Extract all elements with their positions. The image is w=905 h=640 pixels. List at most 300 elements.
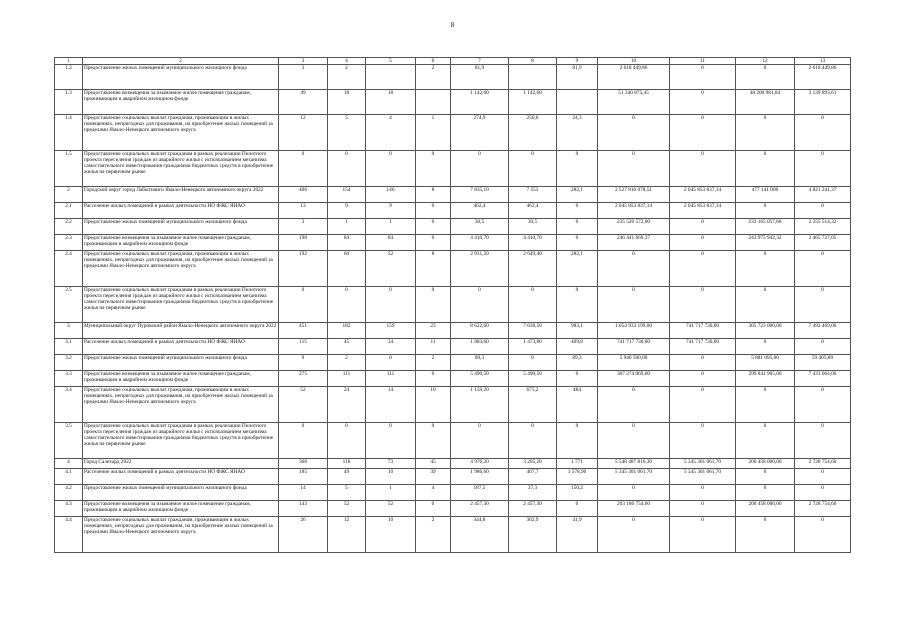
table-row (55, 501, 851, 517)
value-cell: 48 200 981,84 (736, 90, 795, 115)
description-cell: Предоставление социальных выплат гражданам, проживающим в жилых помещениях, непригодных для проживания, на приобретение жилых помещений за пределами Ямало-Ненецкого автономного округа (83, 387, 279, 423)
value-cell: 233 165 057,68 (736, 219, 795, 235)
value-cell: 0 (557, 235, 598, 251)
value-cell: 52 (279, 387, 328, 423)
value-cell: 2 045 853 837,14 (598, 203, 670, 219)
value-cell: 0 (598, 423, 670, 459)
value-cell: 12 (328, 517, 366, 553)
value-cell: 462,4 (451, 203, 509, 219)
row-number-cell: 4.1 (55, 469, 83, 485)
value-cell: 0 (598, 151, 670, 187)
value-cell: 84 (328, 235, 366, 251)
row-number-cell: 2 (55, 187, 83, 203)
value-cell: 0 (736, 339, 795, 355)
table-row (55, 355, 851, 371)
table-row (55, 469, 851, 485)
value-cell: 182 (328, 323, 366, 339)
row-number-cell: 1.5 (55, 151, 83, 187)
table-row (55, 459, 851, 469)
row-number-cell: 3.3 (55, 371, 83, 387)
value-cell: 0 (795, 423, 851, 459)
value-cell: 0 (598, 251, 670, 287)
value-cell: 0 (598, 517, 670, 553)
value-cell: 0 (598, 115, 670, 151)
value-cell: 0 (670, 387, 736, 423)
row-number-cell: 3.4 (55, 387, 83, 423)
value-cell: 0 (509, 151, 557, 187)
value-cell: 0 (509, 287, 557, 323)
value-cell: 675,2 (509, 387, 557, 423)
value-cell: 2 (416, 355, 451, 371)
table-row (55, 323, 851, 339)
value-cell: 84 (366, 235, 416, 251)
value-cell: 409,8 (557, 339, 598, 355)
value-cell: 5 940 500,00 (598, 355, 670, 371)
value-cell: 45 (328, 339, 366, 355)
value-cell: 0 (670, 485, 736, 501)
value-cell: 2 045 853 837,14 (670, 187, 736, 203)
value-cell: 2 465 727,05 (795, 235, 851, 251)
value-cell: 60 (328, 251, 366, 287)
value-cell: 2 457,30 (509, 501, 557, 517)
value-cell: 0 (451, 151, 509, 187)
value-cell: 24 (328, 387, 366, 423)
value-cell: 9 (366, 203, 416, 219)
table-row (55, 65, 851, 90)
value-cell (416, 90, 451, 115)
row-number-cell: 2.5 (55, 287, 83, 323)
value-cell: 73 (366, 459, 416, 469)
value-cell: 1 883,60 (451, 339, 509, 355)
value-cell: 1 473,80 (509, 339, 557, 355)
table-row (55, 371, 851, 387)
value-cell: 118 (328, 459, 366, 469)
row-number-cell: 2.3 (55, 235, 83, 251)
column-header: 7 (451, 58, 509, 65)
value-cell: 8 (416, 187, 451, 203)
value-cell: 0 (366, 151, 416, 187)
table-row (55, 235, 851, 251)
value-cell: 0 (670, 251, 736, 287)
value-cell: 23 (416, 323, 451, 339)
value-cell: 4 821 241,37 (795, 187, 851, 203)
value-cell: 1 142,60 (509, 90, 557, 115)
value-cell: 3 205,20 (509, 459, 557, 469)
value-cell: 2 355 514,32 (795, 219, 851, 235)
value-cell: 0 (557, 371, 598, 387)
value-cell: 89,3 (451, 355, 509, 371)
value-cell: 0 (598, 485, 670, 501)
value-cell: 0 (416, 423, 451, 459)
value-cell: 0 (279, 287, 328, 323)
column-header: 11 (670, 58, 736, 65)
value-cell: 0 (451, 287, 509, 323)
table-row (55, 115, 851, 151)
value-cell: 5 345 301 061,70 (670, 459, 736, 469)
value-cell: 0 (736, 203, 795, 219)
description-cell: Предоставление социальных выплат гражданам в рамках реализации Пилотного проекта переселения граждан из аварийного жилья с использованием механизма самостоятельного инвестирования гражданами бюджетных средств в приобретение жилья на первичном рынке (83, 287, 279, 323)
value-cell: 243 975 942,32 (736, 235, 795, 251)
value-cell: 250,6 (509, 115, 557, 151)
row-number-cell: 2.2 (55, 219, 83, 235)
value-cell: 0 (451, 423, 509, 459)
value-cell: 143 (279, 501, 328, 517)
column-header: 2 (83, 58, 279, 65)
value-cell: 154 (328, 187, 366, 203)
value-cell: 0 (795, 151, 851, 187)
value-cell: 0 (557, 151, 598, 187)
value-cell: 24,3 (557, 115, 598, 151)
value-cell: 13 (279, 203, 328, 219)
value-cell: 0 (598, 287, 670, 323)
value-cell: 200 458 000,00 (736, 501, 795, 517)
row-number-cell: 4.2 (55, 485, 83, 501)
value-cell: 0 (795, 485, 851, 501)
value-cell: 0 (736, 469, 795, 485)
value-cell: 2 728 754,60 (795, 459, 851, 469)
value-cell: 983,1 (557, 323, 598, 339)
header-row (55, 58, 851, 65)
table-row (55, 287, 851, 323)
row-number-cell: 1.4 (55, 115, 83, 151)
value-cell: 30,5 (451, 219, 509, 235)
value-cell: 0 (416, 219, 451, 235)
value-cell: 0 (736, 387, 795, 423)
value-cell: 12 (279, 115, 328, 151)
value-cell: 0 (670, 235, 736, 251)
value-cell: 37,3 (509, 485, 557, 501)
value-cell: 0 (328, 151, 366, 187)
value-cell: 0 (328, 287, 366, 323)
value-cell: 0 (795, 469, 851, 485)
value-cell: 0 (795, 251, 851, 287)
value-cell: 0 (670, 151, 736, 187)
description-cell: Расселение жилых помещений в рамках деятельности НО ФЖС ЯНАО (83, 339, 279, 355)
value-cell: 0 (279, 151, 328, 187)
value-cell: 0 (557, 203, 598, 219)
value-cell: 246 441 669,37 (598, 235, 670, 251)
table-row (55, 151, 851, 187)
value-cell: 477 141 000 (736, 187, 795, 203)
description-cell: Предоставление жилых помещений муниципального жилищного фонда (83, 65, 279, 90)
value-cell: 26 (279, 517, 328, 553)
row-number-cell: 2.1 (55, 203, 83, 219)
value-cell: 0 (366, 287, 416, 323)
value-cell: 185 (279, 469, 328, 485)
value-cell: 4 410,70 (509, 235, 557, 251)
value-cell: 1 578,90 (557, 469, 598, 485)
value-cell: 235 520 572,00 (598, 219, 670, 235)
value-cell: 5 548 487 816,30 (598, 459, 670, 469)
value-cell: 3 (279, 219, 328, 235)
value-cell: 2 (328, 355, 366, 371)
description-cell: Предоставление социальных выплат гражданам, проживающим в жилых помещениях, непригодных для проживания, на приобретение жилых помещений за пределами Ямало-Ненецкого автономного округа (83, 251, 279, 287)
description-cell: Предоставление социальных выплат гражданам в рамках реализации Пилотного проекта переселения граждан из аварийного жилья с использованием механизма самостоятельного инвестирования гражданами бюджетных средств в приобретение жилья на первичном рынке (83, 151, 279, 187)
value-cell: 0 (416, 203, 451, 219)
column-header: 1 (55, 58, 83, 65)
value-cell: 0 (279, 423, 328, 459)
value-cell: 0 (736, 115, 795, 151)
row-number-cell: 3.1 (55, 339, 83, 355)
value-cell: 5 345 301 061,70 (598, 469, 670, 485)
value-cell: 0 (670, 423, 736, 459)
value-cell: 0 (557, 287, 598, 323)
value-cell: 0 (557, 423, 598, 459)
column-header: 12 (736, 58, 795, 65)
value-cell: 741 717 730,00 (670, 323, 736, 339)
column-header: 3 (279, 58, 328, 65)
value-cell: 282,1 (557, 251, 598, 287)
value-cell: 187,5 (451, 485, 509, 501)
value-cell: 2 (328, 65, 366, 90)
value-cell: 52 (366, 251, 416, 287)
value-cell: 0 (557, 501, 598, 517)
value-cell: 81,9 (451, 65, 509, 90)
value-cell: 9 (328, 203, 366, 219)
row-number-cell: 3 (55, 323, 83, 339)
value-cell: 0 (795, 287, 851, 323)
value-cell: 282,1 (557, 187, 598, 203)
value-cell: 7 492 469,00 (795, 323, 851, 339)
value-cell: 18 (366, 90, 416, 115)
value-cell: 0 (736, 65, 795, 90)
value-cell: 0 (670, 355, 736, 371)
row-number-cell: 3.2 (55, 355, 83, 371)
value-cell: 0 (795, 517, 851, 553)
value-cell: 0 (416, 235, 451, 251)
value-cell: 0 (509, 355, 557, 371)
value-cell: 10 (366, 517, 416, 553)
value-cell: 0 (736, 251, 795, 287)
description-cell: Предоставление социальных выплат гражданам в рамках реализации Пилотного проекта переселения граждан из аварийного жилья с использованием механизма самостоятельного инвестирования гражданами бюджетных средств в приобретение жилья на первичном рынке (83, 423, 279, 459)
row-number-cell: 4.3 (55, 501, 83, 517)
description-cell: Предоставление возмещения за изымаемое жилое помещение гражданам, проживающим в аварийном жилищном фонде (83, 235, 279, 251)
value-cell: 7 835,10 (451, 187, 509, 203)
value-cell: 2 618 449,86 (598, 65, 670, 90)
value-cell: 2 728 754,60 (795, 501, 851, 517)
value-cell: 299 841 905,00 (736, 371, 795, 387)
value-cell: 200 458 000,00 (736, 459, 795, 469)
value-cell: 5 345 301 061,70 (670, 469, 736, 485)
value-cell: 462,4 (509, 203, 557, 219)
value-cell: 5 881 095,00 (736, 355, 795, 371)
table-row (55, 423, 851, 459)
table-row (55, 251, 851, 287)
column-header: 10 (598, 58, 670, 65)
value-cell: 10 (366, 469, 416, 485)
value-cell: 4 410,70 (451, 235, 509, 251)
value-cell: 0 (416, 151, 451, 187)
description-cell: Предоставление возмещения за изымаемое жилое помещение гражданам, проживающим в аварийном жилищном фонде (83, 371, 279, 387)
value-cell: 274,9 (451, 115, 509, 151)
value-cell: 406 (279, 187, 328, 203)
value-cell: 39 (416, 469, 451, 485)
value-cell: 0 (670, 90, 736, 115)
value-cell: 1 054 933 199,00 (598, 323, 670, 339)
value-cell: 0 (416, 287, 451, 323)
value-cell: 18 (328, 90, 366, 115)
table-row (55, 187, 851, 203)
page-number: 8 (450, 21, 455, 29)
value-cell: 1 986,60 (451, 469, 509, 485)
value-cell: 146 (366, 187, 416, 203)
value-cell: 1 (416, 115, 451, 151)
value-cell: 0 (670, 65, 736, 90)
value-cell: 0 (670, 517, 736, 553)
value-cell: 0 (736, 517, 795, 553)
value-cell: 2 045 853 837,14 (670, 203, 736, 219)
value-cell: 368 (279, 459, 328, 469)
data-table (54, 57, 851, 553)
value-cell: 2 457,30 (451, 501, 509, 517)
value-cell: 30,5 (509, 219, 557, 235)
value-cell: 14 (366, 387, 416, 423)
description-cell: Предоставление возмещения за изымаемое жилое помещение гражданам, проживающим в аварийном жилищном фонде (83, 90, 279, 115)
value-cell: 59 405,00 (795, 355, 851, 371)
value-cell: 407,7 (509, 469, 557, 485)
value-cell: 0 (366, 355, 416, 371)
value-cell: 52 (366, 501, 416, 517)
value-cell: 0 (670, 219, 736, 235)
value-cell: 0 (328, 423, 366, 459)
value-cell: 484 (557, 387, 598, 423)
value-cell: 4 (366, 115, 416, 151)
value-cell: 2 (416, 517, 451, 553)
value-cell: 0 (670, 501, 736, 517)
value-cell: 0 (598, 387, 670, 423)
row-number-cell: 1.2 (55, 65, 83, 90)
value-cell: 0 (366, 423, 416, 459)
value-cell: 49 (279, 90, 328, 115)
value-cell: 5 490,50 (451, 371, 509, 387)
value-cell: 89,3 (557, 355, 598, 371)
description-cell: Предоставление социальных выплат гражданам, проживающим в жилых помещениях, непригодных для проживания, на приобретение жилых помещений за пределами Ямало-Ненецкого автономного округа (83, 517, 279, 553)
value-cell: 51 340 875,45 (598, 90, 670, 115)
table-row (55, 339, 851, 355)
column-header: 8 (509, 58, 557, 65)
value-cell: 7 433 064,00 (795, 371, 851, 387)
value-cell: 1 (366, 219, 416, 235)
value-cell: 52 (328, 501, 366, 517)
value-cell: 275 (279, 371, 328, 387)
value-cell: 8 622,60 (451, 323, 509, 339)
row-number-cell: 2.4 (55, 251, 83, 287)
value-cell: 203 186 754,60 (598, 501, 670, 517)
value-cell: 3 (279, 65, 328, 90)
table-row (55, 485, 851, 501)
row-number-cell: 1.3 (55, 90, 83, 115)
value-cell: 150,2 (557, 485, 598, 501)
value-cell: 45 (416, 459, 451, 469)
table-row (55, 203, 851, 219)
column-header: 4 (328, 58, 366, 65)
value-cell: 0 (670, 287, 736, 323)
row-number-cell: 4.4 (55, 517, 83, 553)
value-cell: 2 931,50 (451, 251, 509, 287)
value-cell: 2 (416, 65, 451, 90)
table-row (55, 387, 851, 423)
value-cell: 0 (795, 203, 851, 219)
value-cell (557, 90, 598, 115)
value-cell: 1 771 (557, 459, 598, 469)
value-cell: 11 (416, 339, 451, 355)
table-row (55, 517, 851, 553)
value-cell: 0 (736, 287, 795, 323)
description-cell: Предоставление социальных выплат гражданам, проживающим в жилых помещениях, непригодных для проживания, на приобретение жилых помещений за пределами Ямало-Ненецкого автономного округа (83, 115, 279, 151)
value-cell: 302,9 (509, 517, 557, 553)
table-row (55, 219, 851, 235)
row-number-cell: 4 (55, 459, 83, 469)
value-cell: 305 723 000,00 (736, 323, 795, 339)
value-cell: 451 (279, 323, 328, 339)
value-cell: 14 (279, 485, 328, 501)
value-cell: 0 (670, 115, 736, 151)
value-cell: 198 (279, 235, 328, 251)
value-cell: 1 142,60 (451, 90, 509, 115)
value-cell: 159 (366, 323, 416, 339)
value-cell: 5 490,50 (509, 371, 557, 387)
value-cell: 4 (416, 485, 451, 501)
value-cell: 741 717 730,00 (670, 339, 736, 355)
value-cell: 1 159,20 (451, 387, 509, 423)
column-header: 5 (366, 58, 416, 65)
value-cell: 0 (795, 339, 851, 355)
value-cell: 5 (328, 485, 366, 501)
value-cell: 2 527 816 078,51 (598, 187, 670, 203)
value-cell: 41,9 (557, 517, 598, 553)
value-cell: 3 139 893,61 (795, 90, 851, 115)
value-cell: 81,9 (557, 65, 598, 90)
value-cell: 49 (328, 469, 366, 485)
value-cell: 0 (416, 371, 451, 387)
value-cell: 10 (416, 387, 451, 423)
value-cell: 2 649,40 (509, 251, 557, 287)
value-cell: 0 (736, 485, 795, 501)
value-cell: 0 (736, 151, 795, 187)
value-cell: 0 (670, 371, 736, 387)
value-cell: 0 (736, 423, 795, 459)
value-cell: 4 976,20 (451, 459, 509, 469)
description-cell: Расселение жилых помещений в рамках деятельности НО ФЖС ЯНАО (83, 203, 279, 219)
value-cell: 1 (328, 219, 366, 235)
description-cell: Предоставление жилых помещений муниципального жилищного фонда (83, 355, 279, 371)
value-cell: 111 (328, 371, 366, 387)
value-cell: 5 (328, 115, 366, 151)
value-cell: 7 638,50 (509, 323, 557, 339)
row-number-cell: 3.5 (55, 423, 83, 459)
table-row (55, 90, 851, 115)
value-cell: 0 (795, 115, 851, 151)
value-cell: 0 (416, 501, 451, 517)
value-cell: 9 (279, 355, 328, 371)
value-cell: 7 553 (509, 187, 557, 203)
description-cell: Городской округ город Лабытнанги Ямало-Ненецкого автономного округа 2022 (83, 187, 279, 203)
value-cell: 192 (279, 251, 328, 287)
value-cell (509, 65, 557, 90)
description-cell: Расселение жилых помещений в рамках деятельности НО ФЖС ЯНАО (83, 469, 279, 485)
description-cell: Предоставление жилых помещений муниципального жилищного фонда (83, 219, 279, 235)
value-cell: 8 (416, 251, 451, 287)
value-cell: 34 (366, 339, 416, 355)
value-cell: 115 (279, 339, 328, 355)
value-cell: 111 (366, 371, 416, 387)
description-cell: Муниципальный округ Пуровский район Ямало-Ненецкого автономного округа 2022 (83, 323, 279, 339)
value-cell: 2 618 449,86 (795, 65, 851, 90)
value-cell (366, 65, 416, 90)
value-cell: 1 (366, 485, 416, 501)
description-cell: Предоставление жилых помещений муниципального жилищного фонда (83, 485, 279, 501)
value-cell: 344,8 (451, 517, 509, 553)
